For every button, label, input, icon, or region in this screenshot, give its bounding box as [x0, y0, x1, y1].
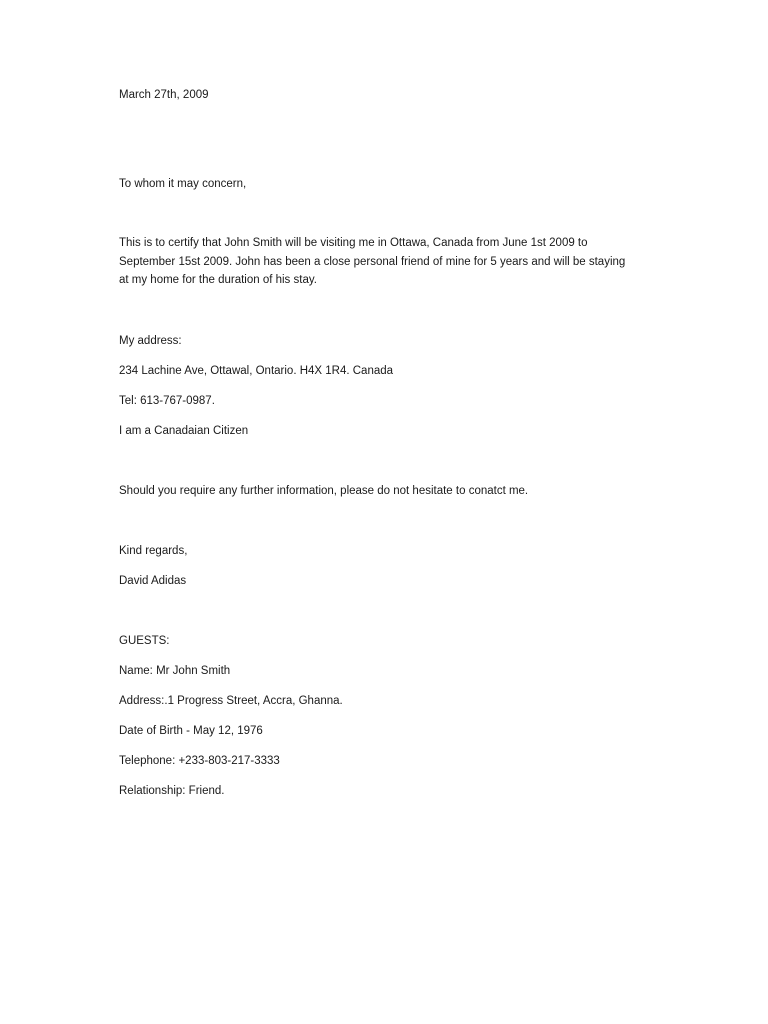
signature-name: David Adidas: [119, 575, 187, 587]
guests-heading: GUESTS:: [119, 635, 170, 647]
sender-address: 234 Lachine Ave, Ottawal, Ontario. H4X 1R4. Canada: [119, 365, 394, 377]
guest-date-of-birth: Date of Birth - May 12, 1976: [119, 725, 263, 737]
letter-date: March 27th, 2009: [119, 89, 209, 101]
body-paragraph: [119, 234, 649, 290]
guest-name: Name: Mr John Smith: [119, 665, 231, 677]
body-line: at my home for the duration of his stay.: [119, 274, 317, 286]
salutation: To whom it may concern,: [119, 178, 247, 190]
closing-note: Should you require any further information, please do not hesitate to conatct me.: [119, 485, 529, 497]
body-line: September 15st 2009. John has been a close personal friend of mine for 5 years and will be staying: [119, 255, 626, 268]
citizenship-statement: I am a Canadaian Citizen: [119, 425, 249, 437]
guest-relationship: Relationship: Friend.: [119, 785, 225, 797]
guest-address: Address:.1 Progress Street, Accra, Ghanna.: [119, 695, 343, 707]
body-line: This is to certify that John Smith will be visiting me in Ottawa, Canada from June 1st 2009 to: [119, 237, 588, 249]
sign-off: Kind regards,: [119, 545, 188, 557]
sender-telephone: Tel: 613-767-0987.: [119, 395, 215, 407]
address-heading: My address:: [119, 335, 182, 347]
guest-telephone: Telephone: +233-803-217-3333: [119, 755, 280, 767]
